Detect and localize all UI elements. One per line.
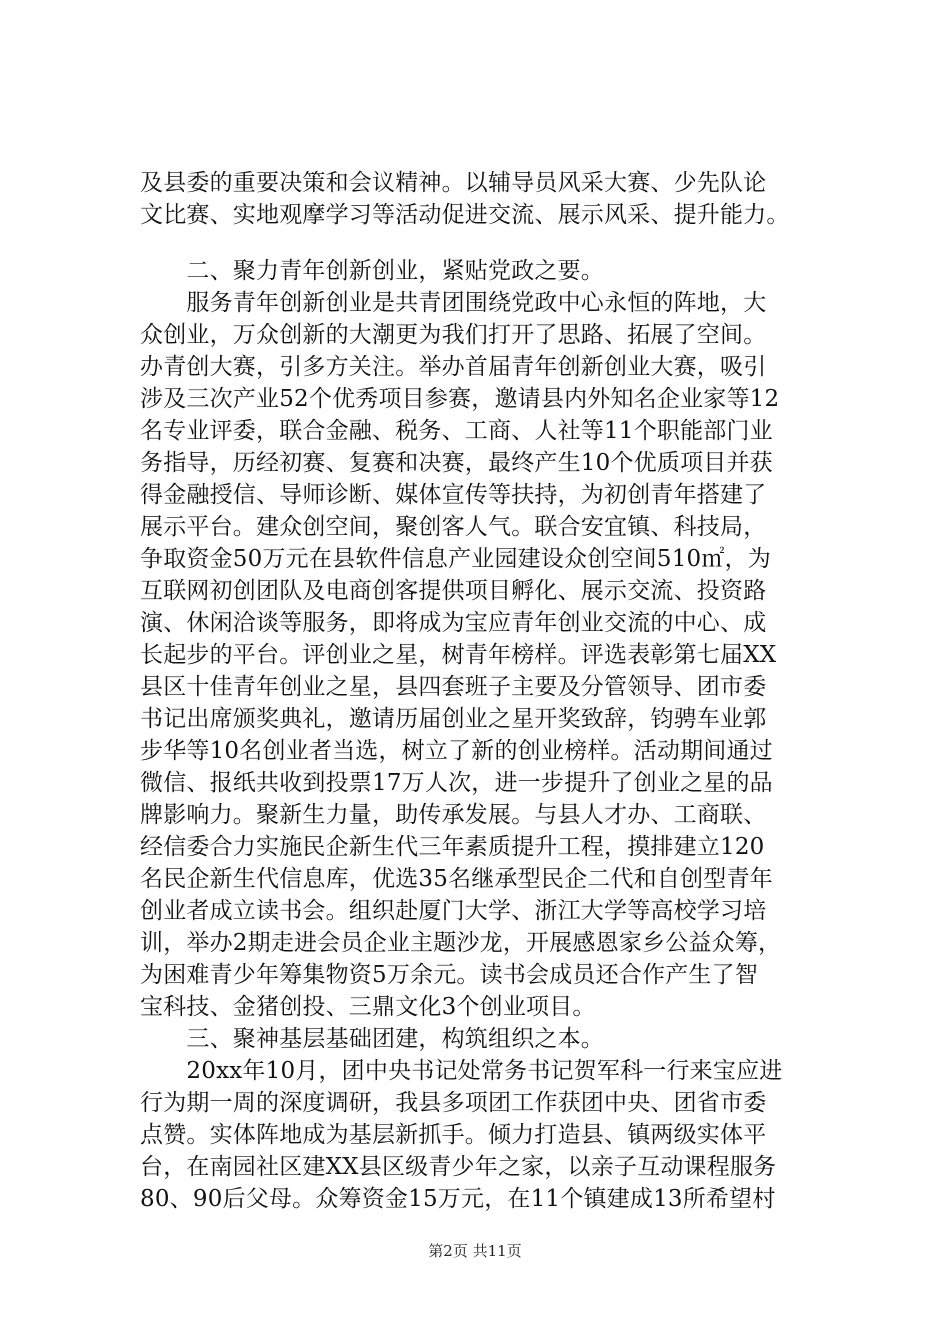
text-line: 及县委的重要决策和会议精神。以辅导员风采大赛、少先队论 bbox=[140, 170, 767, 196]
text-line: 服务青年创新创业是共青团围绕党政中心永恒的阵地，大 bbox=[140, 290, 767, 316]
text-line: 文比赛、实地观摩学习等活动促进交流、展示风采、提升能力。 bbox=[140, 202, 790, 228]
text-line: 牌影响力。聚新生力量，助传承发展。与县人才办、工商联、 bbox=[140, 802, 767, 828]
text-line: 演、休闲洽谈等服务，即将成为宝应青年创业交流的中心、成 bbox=[140, 610, 767, 636]
text-line: 涉及三次产业52个优秀项目参赛，邀请县内外知名企业家等12 bbox=[140, 386, 780, 412]
text-line: 书记出席颁奖典礼，邀请历届创业之星开奖致辞，钧骋车业郭 bbox=[140, 706, 767, 732]
paragraph-gap bbox=[140, 231, 840, 255]
text-line: 得金融授信、导师诊断、媒体宣传等扶持，为初创青年搭建了 bbox=[140, 482, 767, 508]
text-line: 争取资金50万元在县软件信息产业园建设众创空间510㎡，为 bbox=[140, 546, 771, 572]
text-line: 训，举办2期走进会员企业主题沙龙，开展感恩家乡公益众筹， bbox=[140, 930, 782, 956]
text-line: 三、聚神基层基础团建，构筑组织之本。 bbox=[140, 1026, 604, 1052]
text-line: 互联网初创团队及电商创客提供项目孵化、展示交流、投资路 bbox=[140, 578, 767, 604]
text-line: 20xx年10月，团中央书记处常务书记贺军科一行来宝应进 bbox=[140, 1058, 783, 1084]
text-line: 台，在南园社区建XX县区级青少年之家，以亲子互动课程服务 bbox=[140, 1154, 777, 1180]
text-line: 名专业评委，联合金融、税务、工商、人社等11个职能部门业 bbox=[140, 418, 773, 444]
text-line: 创业者成立读书会。组织赴厦门大学、浙江大学等高校学习培 bbox=[140, 898, 767, 924]
text-line: 80、90后父母。众筹资金15万元，在11个镇建成13所希望村 bbox=[140, 1186, 776, 1212]
text-line: 微信、报纸共收到投票17万人次，进一步提升了创业之星的品 bbox=[140, 770, 773, 796]
document-body bbox=[140, 167, 840, 1215]
text-line: 宝科技、金猪创投、三鼎文化3个创业项目。 bbox=[140, 994, 596, 1020]
text-line: 县区十佳青年创业之星，县四套班子主要及分管领导、团市委 bbox=[140, 674, 767, 700]
text-line: 经信委合力实施民企新生代三年素质提升工程，摸排建立120 bbox=[140, 834, 765, 860]
text-line: 二、聚力青年创新创业，紧贴党政之要。 bbox=[140, 258, 604, 284]
text-line: 展示平台。建众创空间，聚创客人气。联合安宜镇、科技局， bbox=[140, 514, 767, 540]
text-line: 步华等10名创业者当选，树立了新的创业榜样。活动期间通过 bbox=[140, 738, 773, 764]
text-line: 长起步的平台。评创业之星，树青年榜样。评选表彰第七届XX bbox=[140, 642, 777, 668]
text-line: 行为期一周的深度调研，我县多项团工作获团中央、团省市委 bbox=[140, 1090, 767, 1116]
text-line: 名民企新生代信息库，优选35名继承型民企二代和自创型青年 bbox=[140, 866, 773, 892]
page-number-footer: 第2页 共11页 bbox=[428, 1242, 522, 1260]
text-line: 办青创大赛，引多方关注。举办首届青年创新创业大赛，吸引 bbox=[140, 354, 767, 380]
text-line: 点赞。实体阵地成为基层新抓手。倾力打造县、镇两级实体平 bbox=[140, 1122, 767, 1148]
text-line: 务指导，历经初赛、复赛和决赛，最终产生10个优质项目并获 bbox=[140, 450, 773, 476]
text-line: 为困难青少年筹集物资5万余元。读书会成员还合作产生了智 bbox=[140, 962, 759, 988]
text-line: 众创业，万众创新的大潮更为我们打开了思路、拓展了空间。 bbox=[140, 322, 767, 348]
